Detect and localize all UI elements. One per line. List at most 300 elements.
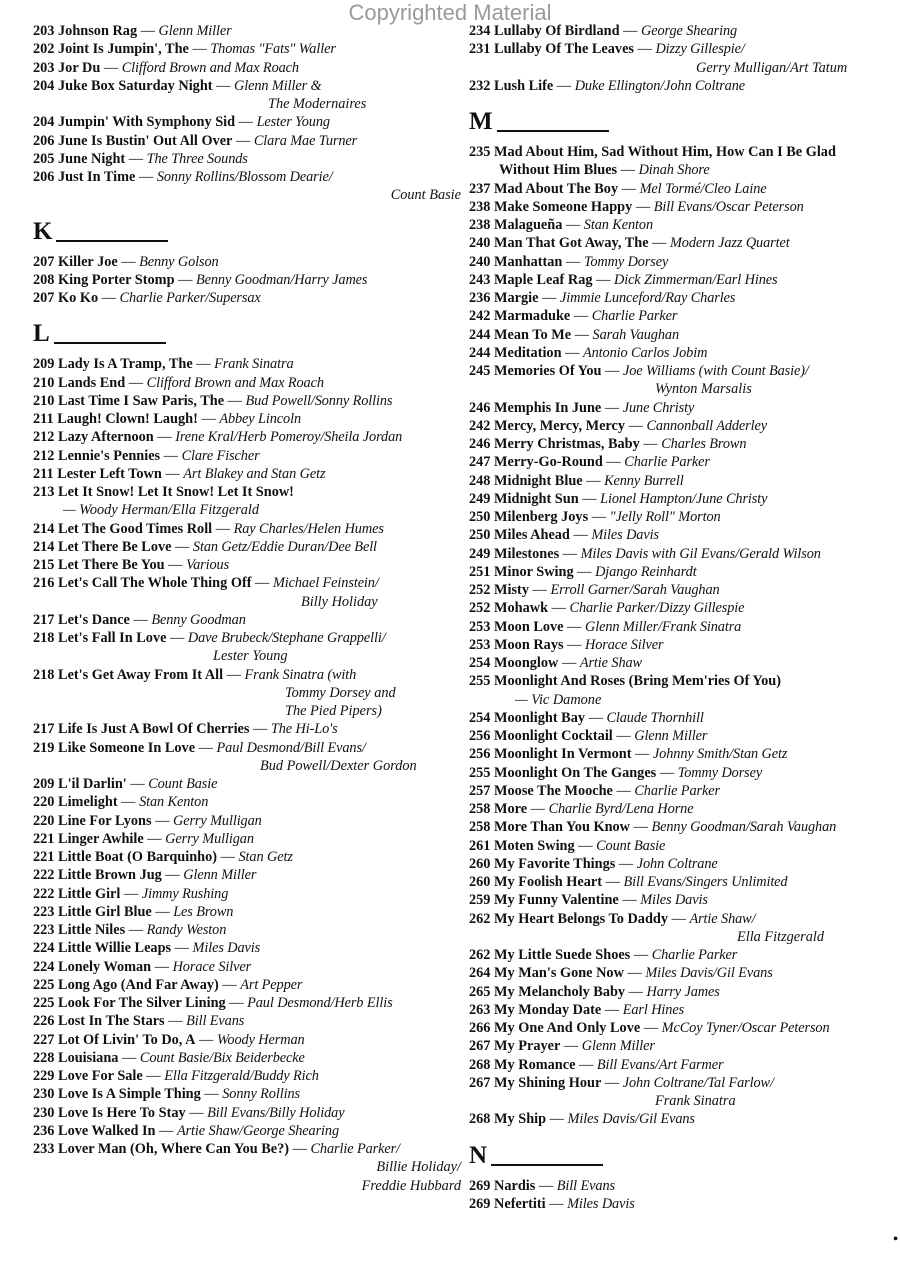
index-entry: 238 Make Someone Happy — Bill Evans/Oscar Peterson — [469, 198, 804, 215]
song-title: June Is Bustin' Out All Over — [58, 132, 233, 149]
song-title: Long Ago (And Far Away) — [58, 976, 219, 993]
artist-name: Stan Kenton — [139, 794, 209, 811]
index-entry: 207 Ko Ko — Charlie Parker/Supersax — [33, 290, 261, 306]
index-entry: 258 More Than You Know — Benny Goodman/Sarah Vaughan — [469, 819, 837, 836]
artist-name: Charlie Parker — [624, 454, 710, 471]
page-number: 218 — [33, 666, 55, 683]
page-number: 230 — [33, 1104, 55, 1121]
artist-name: Jimmie Lunceford/Ray Charles — [559, 290, 736, 306]
song-title: Merry Christmas, Baby — [494, 436, 640, 452]
page-number: 250 — [469, 509, 491, 525]
page-number: 220 — [33, 812, 55, 829]
page-number: 210 — [33, 374, 55, 391]
page-number: 225 — [33, 995, 55, 1011]
artist-name: Charles Brown — [661, 436, 747, 452]
section-letter: M — [469, 108, 493, 135]
page-number: 225 — [33, 976, 55, 993]
song-title: Limelight — [58, 794, 118, 811]
page-number: 220 — [33, 794, 55, 811]
artist-name: Claude Thornhill — [606, 709, 704, 726]
artist-continued: Billie Holiday/ — [376, 1159, 461, 1176]
page-number: 206 — [33, 169, 55, 185]
index-entry: 224 Little Willie Leaps — Miles Davis — [33, 940, 261, 957]
song-title: Johnson Rag — [58, 23, 138, 39]
right-column — [469, 22, 897, 1213]
song-title: Let The Good Times Roll — [58, 520, 213, 537]
artist-continued: Bud Powell/Dexter Gordon — [260, 757, 417, 774]
index-entry: 269 Nefertiti — Miles Davis — [469, 1195, 635, 1212]
index-entry — [469, 672, 897, 709]
song-title: Milenberg Joys — [494, 509, 589, 525]
page-number: 224 — [33, 940, 55, 957]
artist-name: Charlie Parker — [591, 308, 678, 325]
page-number: 263 — [469, 1001, 491, 1018]
artist-name: Glenn Miller — [634, 728, 708, 744]
song-title: Merry-Go-Round — [494, 454, 603, 471]
index-entry: 257 Moose The Mooche — Charlie Parker — [469, 782, 720, 799]
index-entry: 264 My Man's Gone Now — Miles Davis/Gil Evans — [469, 965, 773, 982]
song-title: Moonlight Bay — [494, 709, 585, 726]
page-number: 269 — [469, 1195, 491, 1212]
index-entry: 225 Look For The Silver Lining — Paul Desmond/Herb Ellis — [33, 995, 393, 1011]
artist-name: Kenny Burrell — [604, 472, 684, 489]
artist-name: Clara Mae Turner — [253, 132, 358, 149]
artist-name: Irene Kral/Herb Pomeroy/Sheila Jordan — [175, 429, 403, 446]
song-title: Lullaby Of Birdland — [494, 23, 620, 39]
index-entry: 215 Let There Be You — Various — [33, 557, 230, 573]
page-number: 249 — [469, 545, 491, 562]
index-entry: 211 Lester Left Town — Art Blakey and Stan Getz — [33, 465, 326, 482]
song-title: L'il Darlin' — [58, 776, 127, 792]
index-entry: 268 My Ship — Miles Davis/Gil Evans — [469, 1111, 695, 1128]
artist-name: The Hi-Lo's — [270, 721, 338, 738]
song-title: Mad About The Boy — [494, 180, 619, 197]
song-title: Ko Ko — [58, 290, 99, 306]
artist-name: Harry James — [646, 983, 720, 1000]
song-title: Moonlight On The Ganges — [494, 764, 657, 781]
page-number: 262 — [469, 910, 491, 927]
page-number: 240 — [469, 253, 491, 270]
artist-name: Horace Silver — [585, 636, 664, 653]
k-entries — [33, 253, 461, 308]
song-title: My Ship — [494, 1111, 547, 1128]
artist-name: George Shearing — [641, 23, 738, 39]
index-entry: 249 Milestones — Miles Davis with Gil Evans/Gerald Wilson — [469, 545, 821, 562]
index-entry: 256 Moonlight Cocktail — Glenn Miller — [469, 728, 708, 744]
l-entries — [33, 355, 461, 1195]
page-number: 213 — [33, 484, 55, 500]
song-title: Moonglow — [494, 655, 559, 671]
artist-name: Benny Goodman — [151, 611, 246, 628]
song-title: Lush Life — [494, 77, 554, 94]
song-title: Memories Of You — [494, 363, 602, 379]
song-title: Man That Got Away, The — [494, 235, 649, 252]
artist-name: Dick Zimmerman/Earl Hines — [613, 271, 778, 288]
index-entry: 212 Lennie's Pennies — Clare Fischer — [33, 447, 260, 464]
artist-name: Django Reinhardt — [595, 563, 697, 580]
index-entry: 205 June Night — The Three Sounds — [33, 150, 248, 167]
index-entry: 237 Mad About The Boy — Mel Tormé/Cleo Laine — [469, 180, 767, 197]
index-entry: 209 Lady Is A Tramp, The — Frank Sinatra — [33, 356, 294, 373]
index-entry: 220 Line For Lyons — Gerry Mulligan — [33, 812, 262, 829]
section-rule — [56, 240, 168, 242]
song-title: Margie — [494, 290, 539, 306]
section-rule — [54, 342, 166, 344]
index-entry: 244 Meditation — Antonio Carlos Jobim — [469, 344, 708, 361]
song-title: Let It Snow! Let It Snow! Let It Snow! — [58, 484, 294, 500]
song-title: Nefertiti — [494, 1195, 546, 1212]
song-title: Lennie's Pennies — [58, 447, 161, 464]
page-number: 255 — [469, 673, 491, 690]
song-title: Malagueña — [494, 217, 563, 233]
artist-name: Mel Tormé/Cleo Laine — [639, 180, 767, 197]
page-number: 249 — [469, 490, 491, 507]
artist-name: Tommy Dorsey — [583, 253, 669, 270]
section-rule — [497, 130, 609, 132]
index-entry: 244 Mean To Me — Sarah Vaughan — [469, 326, 680, 343]
song-title: Milestones — [494, 545, 560, 562]
page-number: 266 — [469, 1020, 491, 1036]
page-number: 235 — [469, 144, 491, 160]
song-title: Mad About Him, Sad Without Him, How Can I Be Glad — [494, 144, 836, 160]
song-title: My Heart Belongs To Daddy — [494, 910, 668, 927]
page-number: 261 — [469, 837, 491, 854]
artist-name: Antonio Carlos Jobim — [583, 344, 708, 361]
artist-name: Bill Evans — [556, 1177, 615, 1194]
index-entry: 249 Midnight Sun — Lionel Hampton/June Christy — [469, 490, 768, 507]
page-number: 217 — [33, 611, 55, 628]
page-number: 210 — [33, 392, 55, 409]
index-entry: 251 Minor Swing — Django Reinhardt — [469, 563, 697, 580]
page-number: 211 — [33, 411, 54, 427]
song-title: Last Time I Saw Paris, The — [58, 392, 225, 409]
song-title: Memphis In June — [494, 399, 602, 416]
index-entry: 262 My Little Suede Shoes — Charlie Parker — [469, 947, 738, 963]
song-title: Love Is Here To Stay — [58, 1104, 186, 1121]
page-number: 260 — [469, 855, 491, 872]
artist-name: Charlie Byrd/Lena Horne — [548, 801, 694, 817]
index-entry: 221 Linger Awhile — Gerry Mulligan — [33, 830, 254, 847]
song-title: Lazy Afternoon — [58, 429, 154, 446]
index-entry: 255 Moonlight On The Ganges — Tommy Dorsey — [469, 764, 763, 781]
page-number: 262 — [469, 947, 491, 963]
page-number: 223 — [33, 903, 55, 920]
index-entry: 246 Merry Christmas, Baby — Charles Brown — [469, 436, 747, 452]
song-title: Mercy, Mercy, Mercy — [494, 417, 626, 434]
page-number: 258 — [469, 819, 491, 836]
page-number: 268 — [469, 1056, 491, 1073]
artist-name: Benny Goodman/Sarah Vaughan — [651, 819, 837, 836]
song-title: Lonely Woman — [58, 958, 152, 975]
song-title: Let's Fall In Love — [58, 630, 167, 646]
section-heading-k — [33, 219, 461, 245]
artist-name: Clare Fischer — [181, 447, 260, 464]
j-entries — [33, 22, 461, 205]
page-edge-mark: • — [893, 1232, 898, 1247]
artist-name: Miles Davis — [192, 940, 261, 957]
index-entry: 209 L'il Darlin' — Count Basie — [33, 776, 218, 792]
index-entry: 253 Moon Rays — Horace Silver — [469, 636, 664, 653]
index-entry: 265 My Melancholy Baby — Harry James — [469, 983, 720, 1000]
song-title: My Shining Hour — [494, 1074, 602, 1091]
section-heading-l — [33, 321, 461, 347]
song-title: My Little Suede Shoes — [494, 947, 631, 963]
page-number: 221 — [33, 830, 55, 847]
page-number: 244 — [469, 326, 491, 343]
index-entry: 203 Johnson Rag — Glenn Miller — [33, 23, 232, 39]
song-title: June Night — [58, 150, 126, 167]
song-title: Moon Love — [494, 618, 564, 635]
page-number: 258 — [469, 801, 491, 817]
song-title: Meditation — [494, 344, 562, 361]
song-title: Little Boat (O Barquinho) — [58, 849, 218, 865]
song-title: Lester Left Town — [57, 465, 162, 482]
page-number: 253 — [469, 636, 491, 653]
song-title: My Monday Date — [494, 1001, 602, 1018]
section-heading-m — [469, 109, 897, 135]
index-entry: 233 Lover Man (Oh, Where Can You Be?) — Charlie Parker/ Billie Holiday/ Freddie Hubbard — [33, 1141, 461, 1194]
index-entry: 207 Killer Joe — Benny Golson — [33, 253, 219, 270]
page-number: 205 — [33, 150, 55, 167]
artist-name: Jimmy Rushing — [141, 885, 229, 902]
page-number: 238 — [469, 198, 491, 215]
artist-name: Abbey Lincoln — [219, 411, 302, 427]
page-number: 256 — [469, 746, 491, 763]
page-number: 234 — [469, 23, 491, 39]
artist-continued: Tommy Dorsey and — [285, 684, 396, 701]
index-entry: 247 Merry-Go-Round — Charlie Parker — [469, 454, 710, 471]
artist-name: Sonny Rollins — [222, 1086, 300, 1103]
song-title: King Porter Stomp — [58, 271, 175, 288]
page-number: 238 — [469, 217, 491, 233]
song-title: Mohawk — [494, 600, 549, 617]
artist-name: Glenn Miller/Frank Sinatra — [584, 618, 742, 635]
index-entry: 234 Lullaby Of Birdland — George Shearing — [469, 23, 738, 39]
page-number: 209 — [33, 356, 55, 373]
page-number: 215 — [33, 557, 55, 573]
index-entry: 222 Little Brown Jug — Glenn Miller — [33, 867, 257, 884]
index-entry: 225 Long Ago (And Far Away) — Art Pepper — [33, 976, 303, 993]
index-entry — [469, 143, 897, 180]
index-entry: 238 Malagueña — Stan Kenton — [469, 217, 653, 233]
song-title: Louisiana — [58, 1049, 119, 1066]
artist-name: Artie Shaw — [579, 655, 642, 671]
page-number: 236 — [33, 1122, 55, 1139]
page-number: 255 — [469, 764, 491, 781]
song-title: More — [494, 801, 528, 817]
page-number: 244 — [469, 344, 491, 361]
page-number: 209 — [33, 776, 55, 792]
index-entry: 259 My Funny Valentine — Miles Davis — [469, 892, 708, 909]
m-entries — [469, 143, 897, 1129]
page-number: 222 — [33, 867, 55, 884]
index-entry: 202 Joint Is Jumpin', The — Thomas "Fats" Waller — [33, 41, 336, 58]
section-letter: N — [469, 1141, 488, 1169]
page-number: 237 — [469, 180, 491, 197]
index-entry: 214 Let There Be Love — Stan Getz/Eddie Duran/Dee Bell — [33, 538, 377, 555]
artist-continued: Frank Sinatra — [655, 1093, 736, 1109]
page-number: 227 — [33, 1031, 55, 1048]
artist-name: Bill Evans/Billy Holiday — [207, 1104, 345, 1121]
index-entry: 248 Midnight Blue — Kenny Burrell — [469, 472, 684, 489]
index-entry: 217 Let's Dance — Benny Goodman — [33, 611, 246, 628]
index-entry: 210 Lands End — Clifford Brown and Max Roach — [33, 374, 324, 391]
page-number: 247 — [469, 454, 491, 471]
index-entry: 252 Mohawk — Charlie Parker/Dizzy Gillespie — [469, 600, 745, 617]
artist-name: Miles Davis/Gil Evans — [567, 1111, 695, 1128]
page-number: 252 — [469, 582, 491, 598]
index-entry: 214 Let The Good Times Roll — Ray Charles/Helen Humes — [33, 520, 384, 537]
artist-name: Thomas "Fats" Waller — [210, 41, 336, 58]
song-title: Marmaduke — [494, 308, 571, 325]
page-number: 216 — [33, 575, 55, 592]
index-entry: 243 Maple Leaf Rag — Dick Zimmerman/Earl Hines — [469, 271, 778, 288]
artist-name: Sonny Rollins/Blossom Dearie/ — [156, 169, 333, 185]
artist-name: Earl Hines — [622, 1001, 685, 1018]
page-number: 240 — [469, 235, 491, 252]
page-number: 214 — [33, 520, 55, 537]
artist-name: Miles Davis with Gil Evans/Gerald Wilson — [580, 545, 821, 562]
page-number: 254 — [469, 709, 491, 726]
song-title: Killer Joe — [58, 253, 118, 270]
index-entry: 211 Laugh! Clown! Laugh! — Abbey Lincoln — [33, 411, 302, 427]
artist-name: Ray Charles/Helen Humes — [233, 520, 384, 537]
index-entry: 218 Let's Get Away From It All — Frank Sinatra (with Tommy Dorsey and The Pied Pipers) — [33, 666, 461, 721]
index-entry: 222 Little Girl — Jimmy Rushing — [33, 885, 229, 902]
page-number: 206 — [33, 132, 55, 149]
index-entry: 254 Moonglow — Artie Shaw — [469, 655, 642, 671]
artist-name: Cannonball Adderley — [646, 417, 768, 434]
artist-name: Benny Goodman/Harry James — [195, 271, 368, 288]
artist-name: Miles Davis — [567, 1195, 635, 1212]
page-number: 242 — [469, 308, 491, 325]
page-number: 214 — [33, 538, 55, 555]
artist-name: Glenn Miller — [183, 867, 257, 884]
page-number: 250 — [469, 527, 491, 544]
artist-name: Stan Getz/Eddie Duran/Dee Bell — [192, 538, 377, 555]
artist-name: Joe Williams (with Count Basie)/ — [622, 363, 809, 379]
song-title: Let There Be Love — [58, 538, 172, 555]
artist-name: Dizzy Gillespie/ — [655, 41, 745, 58]
artist-name: Bill Evans/Singers Unlimited — [623, 874, 788, 890]
song-title: Jumpin' With Symphony Sid — [58, 114, 236, 131]
index-entry: 229 Love For Sale — Ella Fitzgerald/Buddy Rich — [33, 1068, 319, 1084]
song-title: Midnight Sun — [494, 490, 579, 507]
song-title: Little Niles — [58, 922, 126, 938]
page-number: 226 — [33, 1013, 55, 1030]
index-entry: 253 Moon Love — Glenn Miller/Frank Sinatra — [469, 618, 742, 635]
index-entry: 240 Manhattan — Tommy Dorsey — [469, 253, 669, 270]
index-entry: 269 Nardis — Bill Evans — [469, 1177, 615, 1194]
artist-name: The Three Sounds — [146, 150, 248, 167]
index-entry: 268 My Romance — Bill Evans/Art Farmer — [469, 1056, 724, 1073]
index-entry: 245 Memories Of You — Joe Williams (with Count Basie)/ Wynton Marsalis — [469, 362, 897, 399]
index-entry: 232 Lush Life — Duke Ellington/John Coltrane — [469, 77, 746, 94]
song-title: Moonlight In Vermont — [494, 746, 632, 763]
index-entry: 267 My Prayer — Glenn Miller — [469, 1038, 655, 1055]
section-rule — [491, 1164, 603, 1166]
artist-name: Lionel Hampton/June Christy — [600, 490, 768, 507]
page-number: 243 — [469, 271, 491, 288]
index-entry: 250 Miles Ahead — Miles Davis — [469, 527, 659, 544]
artist-name: Glenn Miller — [158, 23, 232, 39]
page-number: 224 — [33, 958, 55, 975]
page-number: 256 — [469, 728, 491, 744]
index-entry: 266 My One And Only Love — McCoy Tyner/Oscar Peterson — [469, 1020, 830, 1036]
artist-name: Woody Herman — [216, 1031, 305, 1048]
artist-name: Various — [186, 557, 230, 573]
song-title: Let's Get Away From It All — [58, 666, 224, 683]
index-entry: 254 Moonlight Bay — Claude Thornhill — [469, 709, 704, 726]
artist-name: Frank Sinatra (with — [244, 666, 357, 683]
song-title: Line For Lyons — [58, 812, 152, 829]
song-title: My Favorite Things — [494, 855, 616, 872]
artist-name: Bill Evans/Art Farmer — [596, 1056, 724, 1073]
page-number: 259 — [469, 892, 491, 909]
page-number: 208 — [33, 271, 55, 288]
song-title: Little Willie Leaps — [58, 940, 172, 957]
song-title: Minor Swing — [494, 563, 574, 580]
song-title: Moon Rays — [494, 636, 564, 653]
song-title: Moten Swing — [494, 837, 575, 854]
artist-name: Modern Jazz Quartet — [670, 235, 790, 252]
section-heading-n — [469, 1143, 897, 1169]
song-title: Make Someone Happy — [494, 198, 633, 215]
page-number: 242 — [469, 417, 491, 434]
song-title: My Man's Gone Now — [494, 965, 624, 982]
artist-name: Johnny Smith/Stan Getz — [652, 746, 788, 763]
page-number: 207 — [33, 290, 55, 306]
artist-name: Lester Young — [256, 114, 330, 131]
index-entry: 226 Lost In The Stars — Bill Evans — [33, 1013, 245, 1030]
artist-name: Michael Feinstein/ — [272, 575, 379, 592]
song-title: Just In Time — [58, 169, 136, 185]
page-number: 207 — [33, 253, 55, 270]
artist-name: Count Basie — [148, 776, 218, 792]
page-number: 204 — [33, 114, 55, 131]
song-title: My Prayer — [494, 1038, 561, 1055]
artist-name: Dave Brubeck/Stephane Grappelli/ — [187, 630, 386, 646]
page-number: 246 — [469, 399, 491, 416]
artist-name: Gerry Mulligan — [165, 830, 254, 847]
page-number: 203 — [33, 23, 55, 39]
index-entry: 236 Margie — Jimmie Lunceford/Ray Charles — [469, 290, 736, 306]
artist-name: John Coltrane/Tal Farlow/ — [622, 1074, 774, 1091]
song-title: Lot Of Livin' To Do, A — [58, 1031, 196, 1048]
index-entry: 217 Life Is Just A Bowl Of Cherries — The Hi-Lo's — [33, 721, 338, 738]
index-entry: 236 Love Walked In — Artie Shaw/George Shearing — [33, 1122, 340, 1139]
song-title: Life Is Just A Bowl Of Cherries — [58, 721, 250, 738]
artist-name: Miles Davis — [640, 892, 708, 909]
artist-name: Glenn Miller — [581, 1038, 655, 1055]
page-number: 217 — [33, 721, 55, 738]
page-number: 218 — [33, 630, 55, 646]
artist-name: Artie Shaw/George Shearing — [176, 1122, 340, 1139]
index-entry: 230 Love Is Here To Stay — Bill Evans/Billy Holiday — [33, 1104, 345, 1121]
artist-name: Clifford Brown and Max Roach — [146, 374, 324, 391]
song-title: Mean To Me — [494, 326, 572, 343]
page-number: 264 — [469, 965, 491, 982]
artist-name: Horace Silver — [172, 958, 252, 975]
artist-name: Tommy Dorsey — [677, 764, 763, 781]
index-entry: 227 Lot Of Livin' To Do, A — Woody Herman — [33, 1031, 305, 1048]
artist-name: Bill Evans — [186, 1013, 245, 1030]
artist-name: Paul Desmond/Bill Evans/ — [216, 739, 366, 756]
index-entry: 262 My Heart Belongs To Daddy — Artie Shaw/ Ella Fitzgerald — [469, 910, 897, 947]
song-title: Love Walked In — [58, 1122, 156, 1139]
page-number: 265 — [469, 983, 491, 1000]
index-entry: 223 Little Girl Blue — Les Brown — [33, 903, 234, 920]
